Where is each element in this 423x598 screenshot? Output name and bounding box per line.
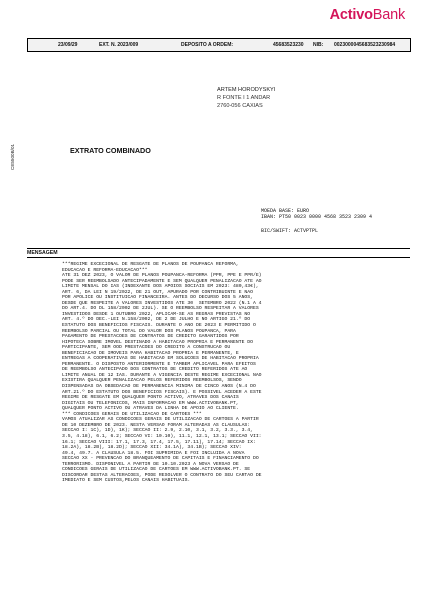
message-body [62, 262, 362, 484]
base-currency: MOEDA BASE: EURO [261, 208, 310, 214]
message-line: REEMBOLSO PARCIAL OU TOTAL DO VALOR DOS PLANOS POUPANCA, PARA [62, 328, 236, 334]
message-line: PAGAMENTO DE PRESTACOES DE CONTRATOS DE CREDITO GARANTIDOS POR [62, 334, 239, 340]
address-line-2: 2760-056 CAXIAS [217, 103, 263, 110]
message-line: QUALQUER PONTO ACTIVO OU ATRAVES DA LINHA DE APOIO AO CLIENTE. [62, 406, 239, 412]
message-line: DIGITAIS OU TELEFONICOS, MAIS INFORMACAO EM WWW.ACTIVOBANK.PT, [62, 400, 239, 406]
message-line: DISPENSADAS DA OBSEDACAO DE PERMANENCIA MINIMA DE CINCO ANOS (N.4 DO [62, 384, 256, 390]
bank-info [261, 208, 372, 220]
message-section-header [27, 248, 410, 258]
account-number: 45683523230 [273, 42, 304, 48]
message-line: ATE 31 DEZ 2023, O VALOR DE PLANOS POUPANCA-REFORMA (PPR, PPE E PPR/E) [62, 273, 262, 279]
message-line: INVESTIDOS DESDE 1 OUTUBRO 2022, APLICAM-SE AS REGRAS PREVISTAS NO [62, 311, 251, 317]
message-line: ART. 6, DA LEI N 19/2022, DE 21 OUT, APURADO POR CONTRIBUINTE E NAO [62, 289, 253, 295]
statement-header-bar [27, 38, 411, 52]
message-line: ***REGIME EXCECIONAL DE RESGATE DE PLANOS DE POUPANCA REFORMA, [62, 262, 239, 267]
message-line: ART.21.º DO ESTATUTO DOS BENEFICIOS FISCAIS). E POSSIVEL ACEDER A ESTE [62, 389, 262, 395]
message-line: IMEDIATO E SEM CUSTOS,PELOS CANAIS HABITUAIS. [62, 478, 191, 484]
message-line: *** CONDICOES GERAIS DE UTILIZACAO DE CARTOES *** [62, 411, 202, 417]
message-line: VAMOS ATUALIZAR AS CONDICOES GERAIS DE UTILIZACAO DE CARTOES A PARTIR [62, 417, 259, 423]
recipient-address [217, 86, 275, 111]
message-line: 18.2A), 18.2B), 18.2D); SECCAO XII: 34.1A), 34.1B); SECCAO XIV: [62, 445, 242, 451]
document-title: EXTRATO COMBINADO [70, 146, 151, 155]
message-line: EXISTIRA QUALQUER PENALIZACAO PELOS REFERIDOS REEMBOLSOS, SENDO [62, 378, 242, 384]
message-line: BENEFICIACAO DE IMOVEIS PARA HABITACAO PROPRIA E PERMANENTE, E [62, 350, 239, 356]
recipient-name: ARTEM HORODYSKYI [217, 87, 276, 93]
iban: IBAN: PT50 0023 0000 4568 3523 2309 4 [261, 214, 373, 221]
statement-number: EXT. N. 2023/009 [99, 42, 139, 48]
message-line: LIMITE ANUAL DE 12 IAS. DURANTE A VIGENCIA DESTE REGIME EXCECIONAL NAO [62, 372, 262, 378]
logo-part-2: Bank [372, 7, 405, 23]
message-line: DO ART.4. DO DL 158/2002 DE 2JUL). SE O REEMBOLSO RESPEITAR A VALORES [62, 306, 259, 312]
message-line: SECCAO XX - PREVENCAO DO BRANQUEAMENTO DE CAPITAIS E FINANCIAMENTO DO [62, 456, 259, 462]
message-label: MENSAGEM [27, 250, 58, 256]
message-line: DESDE QUE RESPEITE A VALORES INVESTIDOS ATE 30 SETEMBRO 2022 (N.1 A 4 [62, 300, 262, 306]
message-line: PODE SER REEMBOLSADO ANTECIPADAMENTE E SEM QUALQUER PENALIZACAO ATE AO [62, 278, 262, 284]
message-line: ENTREGAS A COOPERATIVAS DE HABITACAO EM SOLUCOES DE HABITACAO PROPRIA [62, 356, 259, 362]
message-line: EDUCACAO E REFORMA-EDUCACAO*** [62, 267, 148, 273]
message-line: DE 10 DEZEMBRO DE 2023. NESTA VERSAO FORAM ALTERADAS AS CLAUSULAS: [62, 422, 251, 428]
message-line: LIMITE MENSAL DO IAS (INDEXANTE DOS APOIOS SOCIAIS EM 2023: 480,43€), [62, 284, 259, 290]
message-line: CONDICOES GERAIS DE UTILIZACAO DE CARTOES EM WWW.ACTIVOBANK.PT. SE [62, 467, 251, 473]
message-line: SECCAO I: 1C), 1D), 1K); SECCAO II: 2.9, 2.10, 3.1, 3.2, 3.3., 3.4, [62, 428, 253, 434]
swift-code: BIC/SWIFT: ACTVPTPL [261, 228, 319, 234]
message-line: ART. 4.º DO DEC.-LEI N.158/2002, DE 2 DE JULHO E NO ARTIGO 21.º DO [62, 317, 251, 323]
message-line: PERMANENTE. O DISPOSTO ANTERIORMENTE E TAMBEM APLICAVEL PARA EFEITOS [62, 361, 256, 367]
message-line: REGIME DE RESGATE EM QUALQUER PONTO ACTIVO, ATRAVES DOS CANAIS [62, 395, 239, 401]
account-type-label: DEPOSITO A ORDEM: [181, 42, 234, 48]
logo-part-1: Activo [329, 7, 373, 23]
side-form-code: CE5500B/01 [10, 143, 15, 170]
message-line: 16.1; SECCAO VIII: 17.1, 17.3, 17.4, 17.5, 17.11), 17.14; SECCAO IX: [62, 439, 256, 445]
message-line: ESTATUTO DOS BENEFICIOS FISCAIS. DURANTE O ANO DE 2023 E PERMITIDO O [62, 323, 256, 329]
message-line: HIPOTECA SOBRE IMOVEL DESTINADO A HABITACAO PROPRIA E PERMANENTE DO [62, 339, 253, 345]
message-line: DISCORDAR DESTAS ALTERACOES, PODE RESOLVER O CONTRATO DO SEU CARTAO DE [62, 472, 262, 478]
message-line: 3.5, 4.18), 6.1, 6.2; SECCAO VI: 10.10), 11.1, 12.1, 13.1; SECCAO VII: [62, 433, 262, 439]
address-line-1: R FONTE I 1 ANDAR [217, 95, 271, 102]
nib-number: 0023000045683523230984 [334, 42, 396, 48]
message-line: 49.4, 49.7. A CLAUSULA 18.5. FOI SUPRIMIDA E FOI INCLUIDA A NOVA [62, 450, 245, 456]
message-line: PARTICIPANTE, SEM OOD PRESTACOES DO CREDITO A CONSTRUCAO OU [62, 345, 231, 351]
activobank-logo [330, 7, 405, 23]
nib-label: NIB: [313, 42, 324, 48]
message-line: DE REEMBOLSO ANTECIPADO DOS CONTRATOS DE CREDITO REFERIDOS ATE AO [62, 367, 248, 373]
message-line: TERRORISMO. DISPONIVEL A PARTIR DE 10.10.2023 A NOVA VERSAO DE [62, 461, 239, 467]
message-line: POR APOLICE OU INSTITUICAO FINANCEIRA. ANTES DO DECURSO DOS 5 ANOS, [62, 295, 253, 301]
statement-date: 23/09/29 [58, 42, 78, 48]
